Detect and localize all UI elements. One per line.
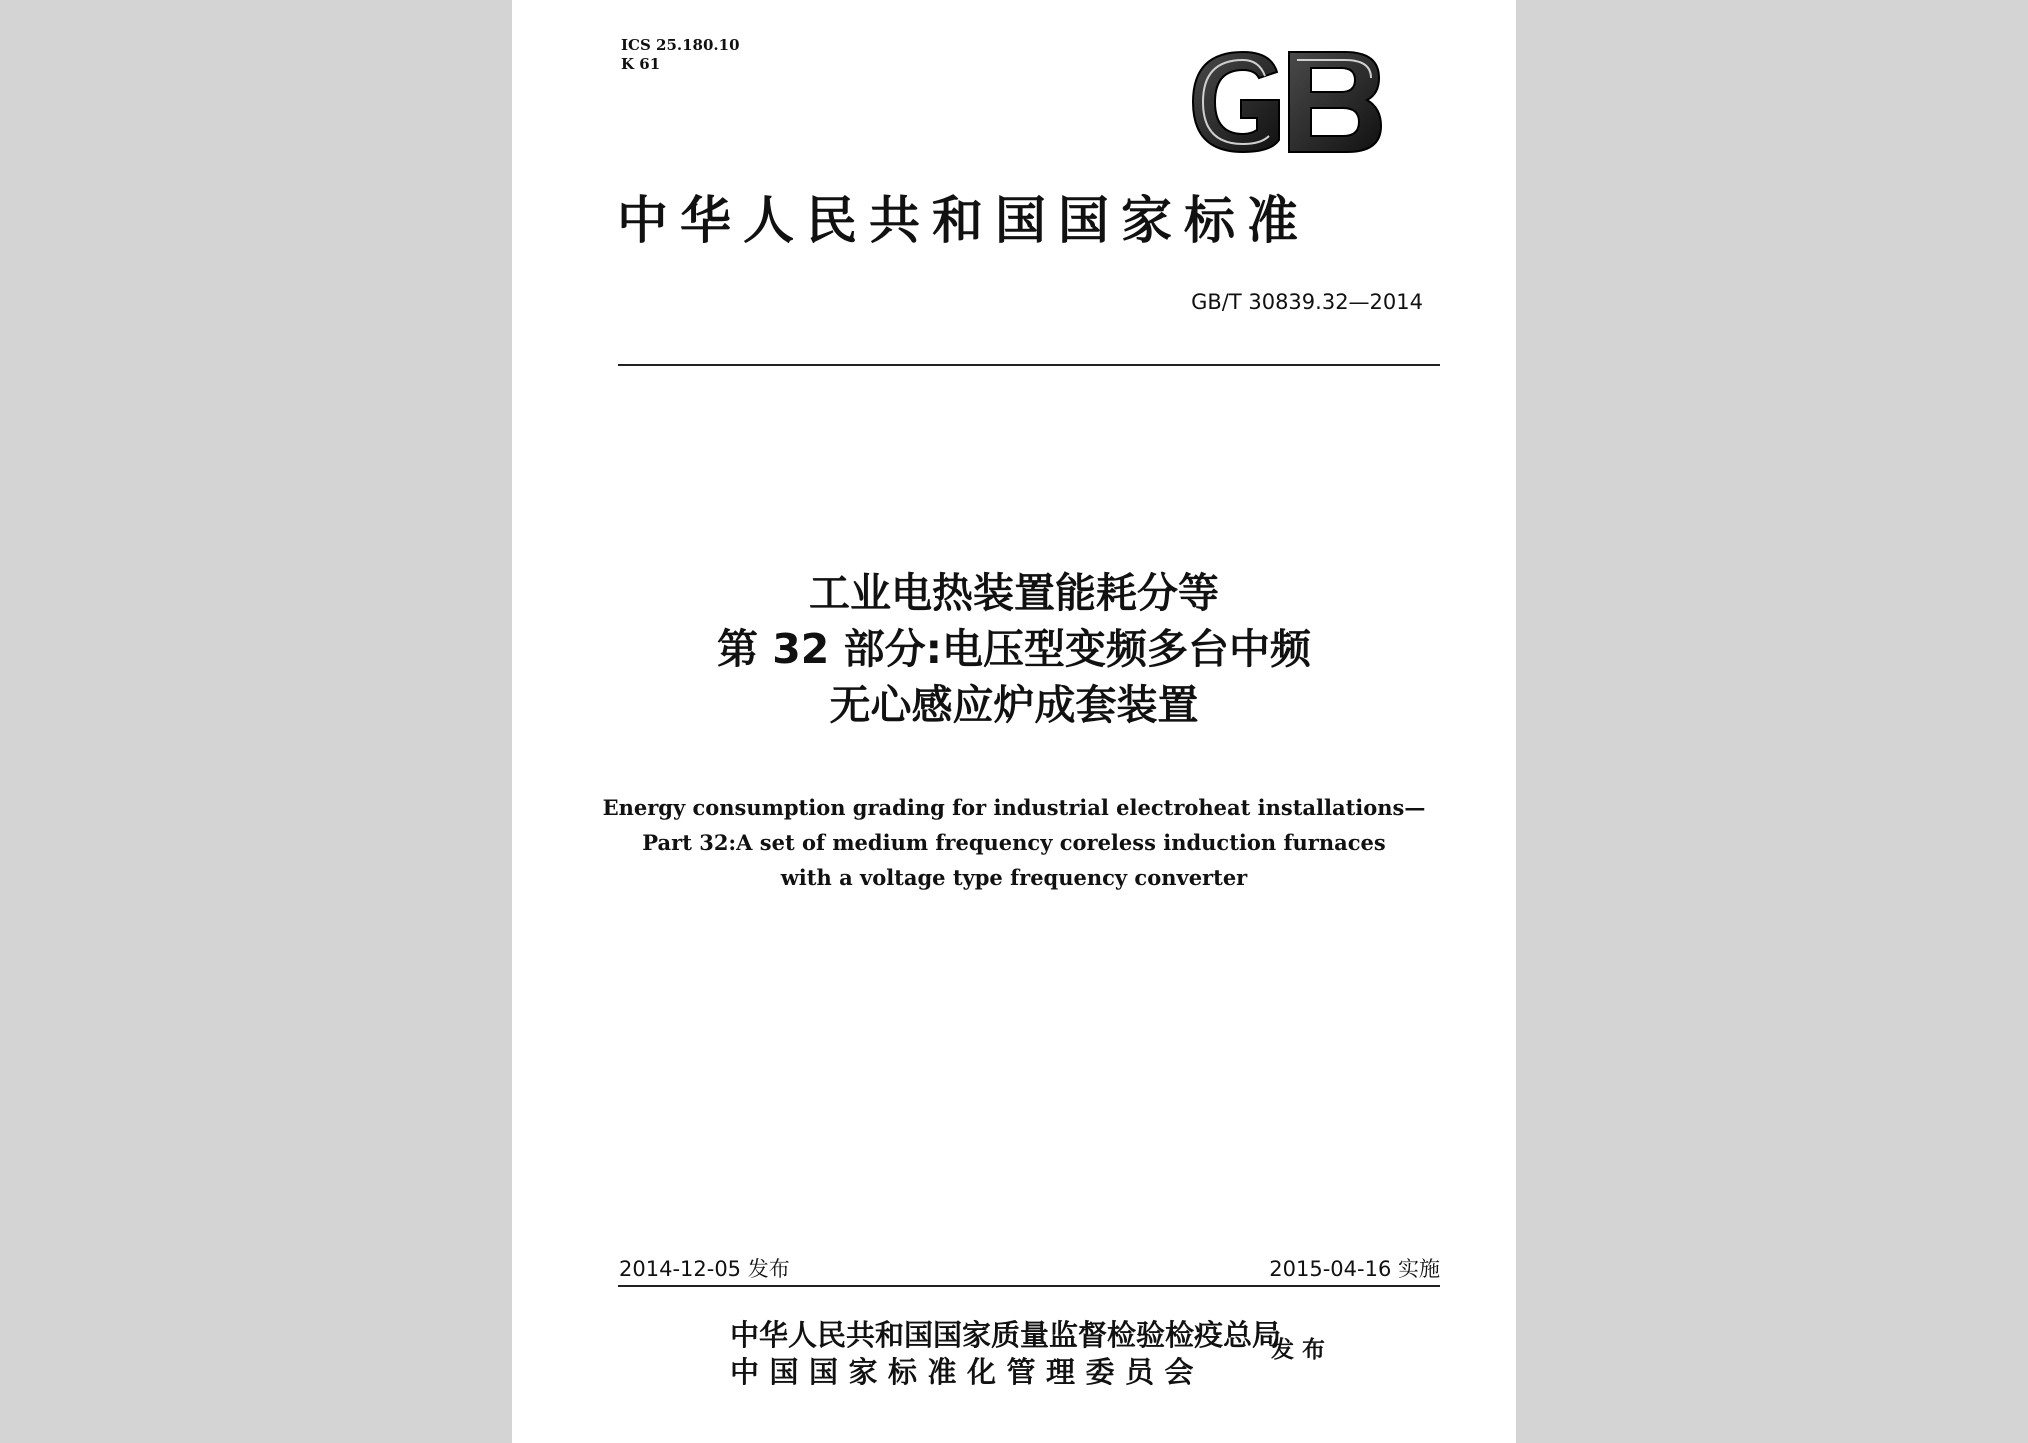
title-cn-line-3: 无心感应炉成套装置 [829, 681, 1199, 729]
implementation-date: 2015-04-16 实施 [1269, 1257, 1440, 1281]
standard-code: GB/T 30839.32—2014 [1191, 290, 1423, 314]
issuer-1: 中华人民共和国国家质量监督检验检疫总局 [730, 1318, 1282, 1352]
top-divider [618, 364, 1440, 366]
gb-logo [1185, 46, 1387, 158]
title-english [512, 790, 1516, 895]
ics-code: ICS 25.180.10 [621, 36, 740, 54]
title-cn-line-2: 第 32 部分:电压型变频多台中频 [717, 625, 1311, 673]
ics-code-block [621, 36, 740, 74]
classification-code: K 61 [621, 55, 661, 73]
bottom-divider [618, 1285, 1440, 1287]
document-page [512, 0, 1516, 1443]
standard-name: 中华人民共和国国家标准 [617, 191, 1311, 251]
issuing-authorities [730, 1317, 1281, 1391]
issuer-2: 中国国家标准化管理委员会 [730, 1355, 1205, 1389]
title-en-line-1: Energy consumption grading for industrial electroheat installations— [602, 795, 1426, 820]
title-chinese [512, 565, 1516, 733]
title-en-line-2: Part 32:A set of medium frequency coreless induction furnaces [642, 830, 1386, 855]
publish-label: 发布 [1271, 1337, 1333, 1363]
title-en-line-3: with a voltage type frequency converter [780, 865, 1248, 890]
gb-logo-g [1193, 52, 1279, 152]
title-cn-line-1: 工业电热装置能耗分等 [809, 569, 1219, 617]
issue-date: 2014-12-05 发布 [619, 1257, 790, 1281]
